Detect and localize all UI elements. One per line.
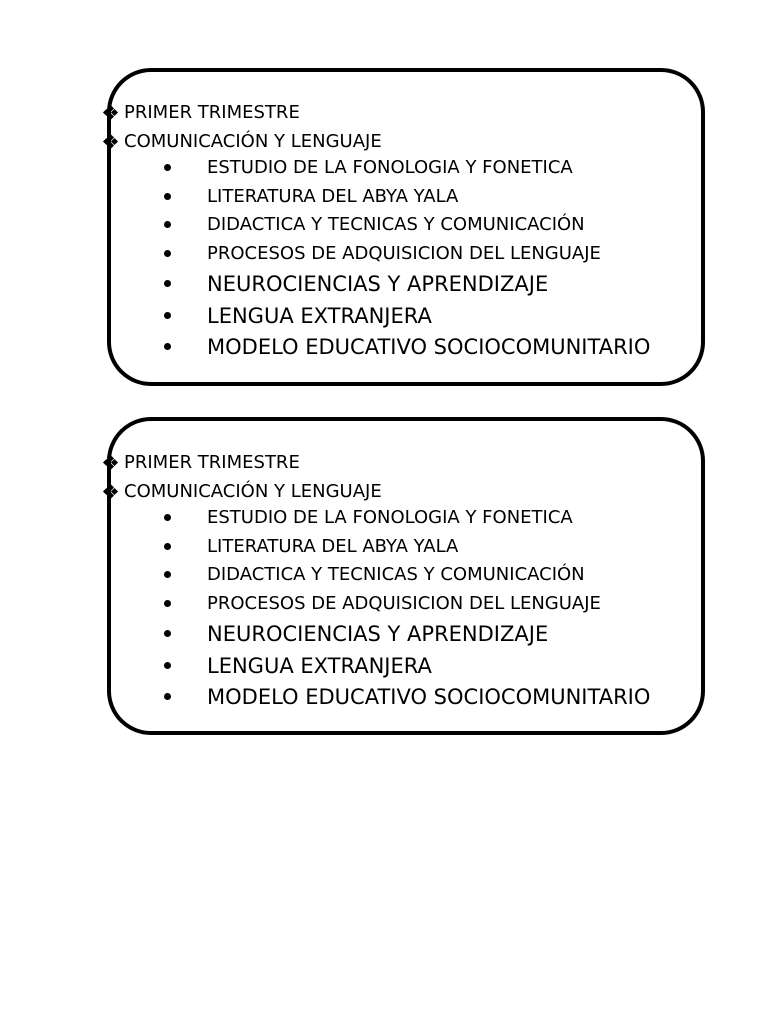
- list-item-text: LENGUA EXTRANJERA: [207, 303, 432, 328]
- bullet-dot-icon: [164, 630, 171, 637]
- section-header: [104, 98, 704, 127]
- list-item-text: MODELO EDUCATIVO SOCIOCOMUNITARIO: [207, 335, 651, 359]
- list-item: [104, 302, 704, 334]
- diamond-bullet-icon: [104, 456, 118, 470]
- diamond-bullet-icon: [104, 135, 118, 149]
- section-header: [104, 448, 704, 477]
- bullet-dot-icon: [164, 543, 171, 550]
- list-item: [104, 535, 704, 564]
- header-text: COMUNICACIÓN Y LENGUAJE: [124, 480, 382, 502]
- list-item-text: DIDACTICA Y TECNICAS Y COMUNICACIÓN: [207, 564, 585, 585]
- bullet-dot-icon: [164, 571, 171, 578]
- list-item-text: LENGUA EXTRANJERA: [207, 653, 432, 678]
- list-item-text: PROCESOS DE ADQUISICION DEL LENGUAJE: [207, 592, 601, 614]
- bullet-dot-icon: [164, 312, 171, 319]
- list-item: [104, 270, 704, 302]
- bullet-dot-icon: [164, 693, 171, 700]
- card-content-1: [104, 98, 704, 365]
- list-item-text: NEUROCIENCIAS Y APRENDIZAJE: [207, 272, 549, 296]
- subject-list: [104, 506, 704, 715]
- list-item-text: LITERATURA DEL ABYA YALA: [207, 535, 459, 557]
- diamond-bullet-icon: [104, 485, 118, 499]
- list-item: [104, 506, 704, 535]
- bullet-dot-icon: [164, 343, 171, 350]
- section-header: [104, 477, 704, 506]
- list-item: [104, 156, 704, 185]
- list-item-text: ESTUDIO DE LA FONOLOGIA Y FONETICA: [207, 507, 573, 528]
- list-item: [104, 592, 704, 621]
- list-item-text: LITERATURA DEL ABYA YALA: [207, 185, 459, 207]
- bullet-dot-icon: [164, 193, 171, 200]
- bullet-dot-icon: [164, 514, 171, 521]
- list-item-text: DIDACTICA Y TECNICAS Y COMUNICACIÓN: [207, 214, 585, 235]
- card-content-2: [104, 448, 704, 715]
- bullet-dot-icon: [164, 250, 171, 257]
- list-item: [104, 620, 704, 652]
- list-item-text: PROCESOS DE ADQUISICION DEL LENGUAJE: [207, 242, 601, 264]
- header-text: COMUNICACIÓN Y LENGUAJE: [124, 130, 382, 152]
- header-text: PRIMER TRIMESTRE: [124, 101, 300, 123]
- list-item: [104, 242, 704, 271]
- list-item-text: NEUROCIENCIAS Y APRENDIZAJE: [207, 622, 549, 646]
- list-item-text: MODELO EDUCATIVO SOCIOCOMUNITARIO: [207, 685, 651, 709]
- diamond-bullet-icon: [104, 106, 118, 120]
- subject-list: [104, 156, 704, 365]
- list-item: [104, 185, 704, 214]
- list-item: [104, 563, 704, 592]
- bullet-dot-icon: [164, 164, 171, 171]
- list-item-text: ESTUDIO DE LA FONOLOGIA Y FONETICA: [207, 157, 573, 178]
- bullet-dot-icon: [164, 600, 171, 607]
- bullet-dot-icon: [164, 221, 171, 228]
- bullet-dot-icon: [164, 662, 171, 669]
- list-item: [104, 213, 704, 242]
- list-item: [104, 652, 704, 684]
- header-text: PRIMER TRIMESTRE: [124, 451, 300, 473]
- list-item: [104, 333, 704, 365]
- list-item: [104, 683, 704, 715]
- section-header: [104, 127, 704, 156]
- bullet-dot-icon: [164, 280, 171, 287]
